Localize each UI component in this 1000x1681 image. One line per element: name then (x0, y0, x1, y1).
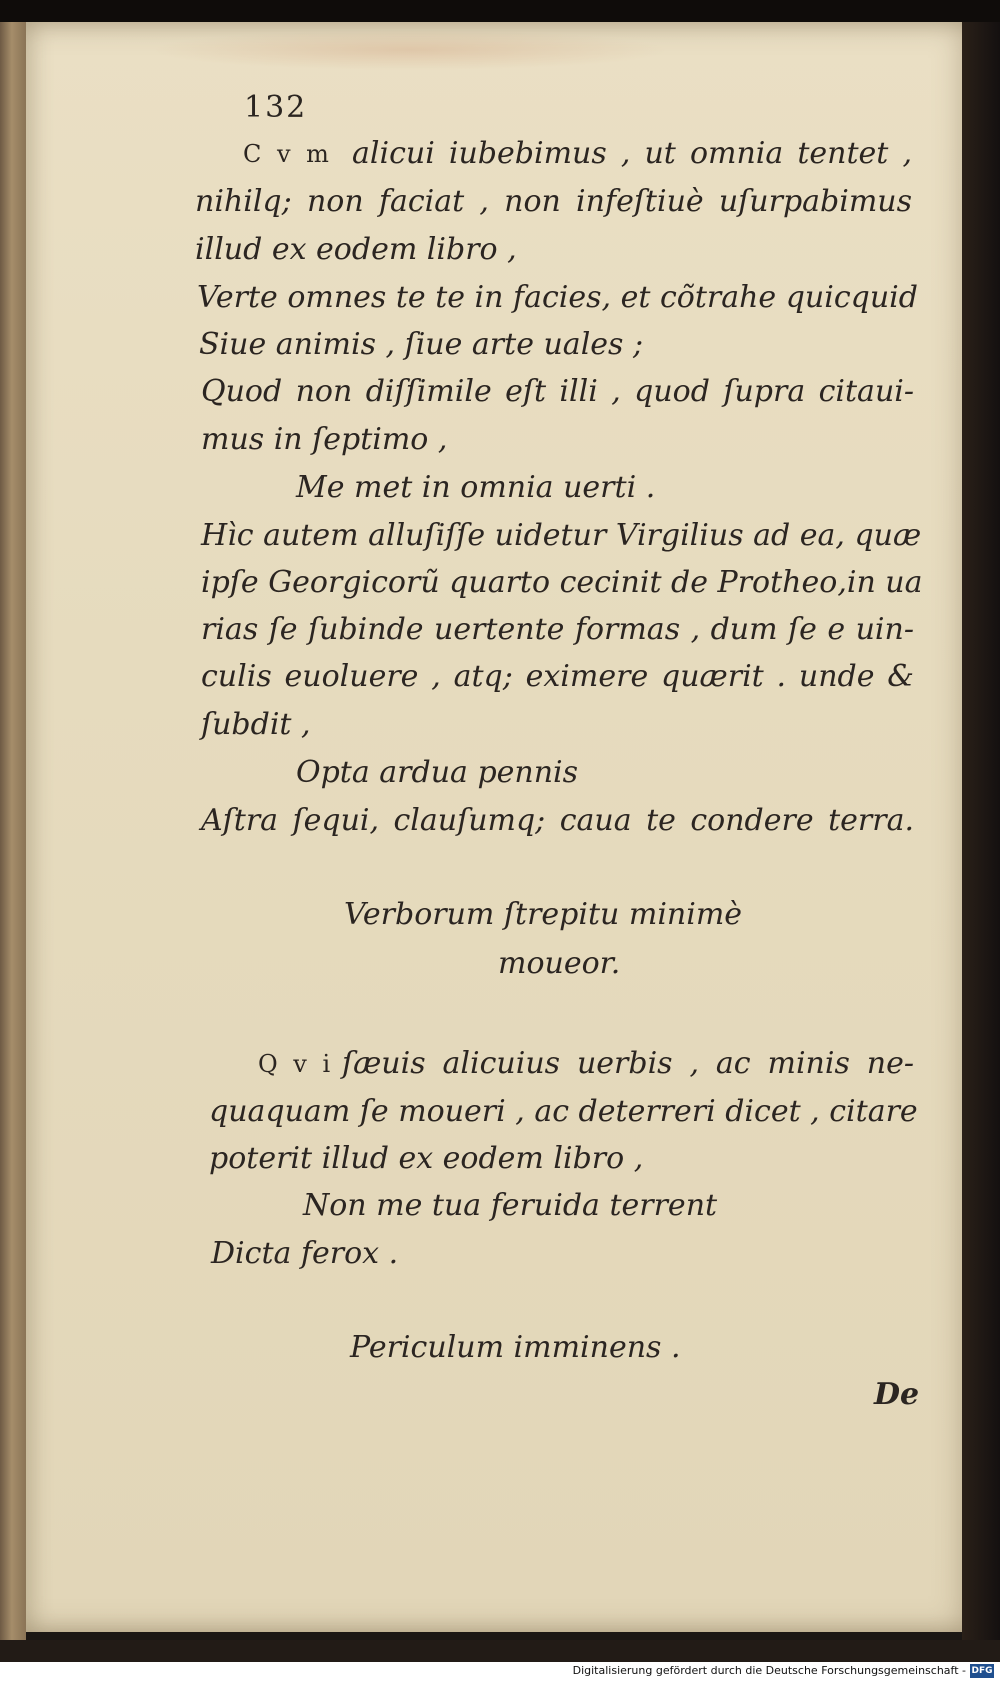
text-line: culis euoluere , atq; eximere quærit . unde & (201, 659, 914, 694)
text-line: ſubdit , (201, 707, 311, 742)
text-line: Quod non diſſimile eſt illi , quod ſupra citaui- (201, 374, 914, 409)
funding-credit: Digitalisierung gefördert durch die Deutsche Forschungsgemeinschaft - (572, 1664, 966, 1677)
verse-line: Non me tua feruida terrent (303, 1188, 718, 1223)
verse-line: Opta ardua pennis (296, 755, 579, 790)
text-line: Siue animis , ſiue arte uales ; (199, 327, 644, 362)
text-line: Hìc autem alluſiſſe uidetur Virgilius ad ea, quæ (201, 518, 922, 553)
book-edge-left (0, 22, 26, 1640)
text-line: mus in ſeptimo , (201, 422, 448, 457)
section-heading: Verborum ſtrepitu minimè (344, 897, 743, 932)
scan-border-bottom (0, 1640, 1000, 1662)
text-line: rias ſe ſubinde uertente formas , dum ſe e uin- (201, 612, 914, 647)
text-line: ipſe Georgicorũ quarto cecinit de Protheo,in ua (201, 565, 923, 600)
paper-stain (150, 30, 670, 70)
text-line: illud ex eodem libro , (195, 232, 517, 267)
dfg-logo: DFG (971, 1666, 993, 1676)
catchword: De (874, 1377, 920, 1412)
verse-line: Aſtra ſequi, clauſumq; caua te condere terra. (201, 803, 914, 838)
page-number: 132 (244, 90, 308, 125)
text-line: poterit illud ex eodem libro , (209, 1141, 644, 1176)
initial-qui: Q v i (258, 1050, 335, 1078)
text-line: ſæuis alicuius uerbis , ac minis ne- (342, 1046, 914, 1081)
initial-cum: C v m (243, 140, 333, 168)
text-line: Verte omnes te te in facies, et cõtrahe quicquid (197, 280, 918, 315)
scan-border-top (0, 0, 1000, 22)
text-line: nihilq; non faciat , non infeſtiuè uſurpabimus (195, 184, 912, 219)
text-line: alicui iubebimus , ut omnia tentet , (352, 136, 912, 171)
section-heading: Periculum imminens . (350, 1330, 681, 1365)
text-line: quaquam ſe moueri , ac deterreri dicet , citare (209, 1094, 918, 1129)
verse-line: Me met in omnia uerti . (296, 470, 656, 505)
verse-line: Dicta ferox . (211, 1236, 399, 1271)
book-edge-right (962, 22, 1000, 1640)
section-heading: moueor. (498, 946, 621, 981)
